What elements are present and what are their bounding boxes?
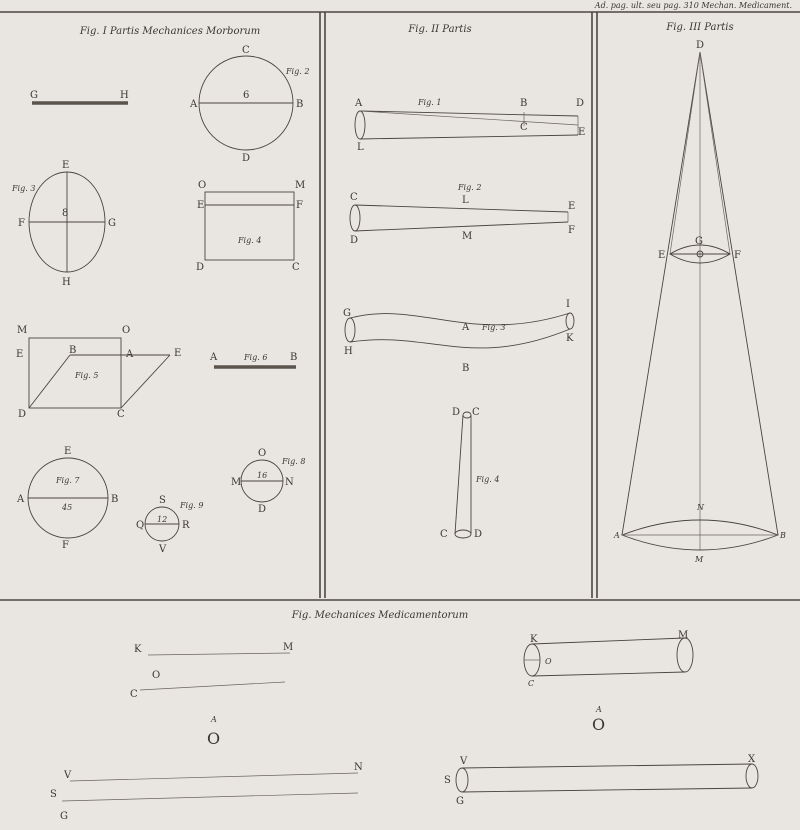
label-f3: F xyxy=(62,540,69,551)
fig-circle-sqrv xyxy=(136,495,203,555)
label-m7: M xyxy=(678,630,689,641)
label-g3: G xyxy=(343,308,351,319)
label-c9: C xyxy=(528,679,535,688)
num-8: 8 xyxy=(62,208,69,219)
label-b5: B xyxy=(520,98,528,109)
label-c3: C xyxy=(117,409,125,420)
label-b3: B xyxy=(290,352,298,363)
label-n2: N xyxy=(697,503,704,512)
label-e6: E xyxy=(578,127,586,138)
label-g6: G xyxy=(456,796,464,807)
fig4-cylinder-vx xyxy=(444,754,758,807)
label-x: X xyxy=(748,754,756,765)
label-e5: E xyxy=(64,446,72,457)
label-g2: G xyxy=(108,218,116,229)
label-n3: N xyxy=(354,762,363,773)
fig4-cylinder-km xyxy=(524,630,693,688)
label-f4: F xyxy=(568,225,575,236)
label-c: C xyxy=(242,45,250,56)
top-note: Ad. pag. ult. seu pag. 310 Mechan. Medicament. xyxy=(594,1,792,10)
fig3-cone-lens xyxy=(613,40,786,564)
fig4-lines-kmoc xyxy=(130,642,293,700)
label-a4: A xyxy=(17,494,25,505)
label-k: K xyxy=(566,333,574,344)
label-k3: K xyxy=(530,634,538,645)
label-v2: V xyxy=(64,770,72,781)
label-o3: O xyxy=(258,448,267,459)
label-a3: A xyxy=(210,352,218,363)
num-6: 6 xyxy=(243,90,250,101)
fig2-1-tapered-tube xyxy=(354,98,585,153)
label-d4: D xyxy=(258,504,267,515)
label-a: A xyxy=(190,99,198,110)
label-e: E xyxy=(62,160,70,171)
label-q: Q xyxy=(136,520,145,531)
label-d8: D xyxy=(474,529,483,540)
label-d2: D xyxy=(196,262,205,273)
label-k2: K xyxy=(134,644,142,655)
fig-parallelogram xyxy=(16,325,181,420)
accent-mark-left: A xyxy=(211,715,217,724)
label-h2: H xyxy=(62,277,71,288)
fig2-2-label: Fig. 2 xyxy=(458,183,482,192)
label-d5: D xyxy=(576,98,585,109)
label-o: O xyxy=(198,180,207,191)
fig-bar-ab xyxy=(209,352,297,367)
label-h3: H xyxy=(344,346,353,357)
label-f5: F xyxy=(734,250,741,261)
label-m2: M xyxy=(17,325,28,336)
label-g5: G xyxy=(60,811,68,822)
num-45: 45 xyxy=(62,503,73,512)
fig2-3-label: Fig. 3 xyxy=(482,323,506,332)
fig-9-label: Fig. 9 xyxy=(180,501,204,510)
fig-6-label: Fig. 6 xyxy=(244,353,268,362)
label-b7: B xyxy=(780,531,786,540)
fig-bar-gh xyxy=(30,90,129,103)
label-a5: A xyxy=(355,98,363,109)
fig-2-label: Fig. 2 xyxy=(286,67,310,76)
label-v: V xyxy=(159,544,167,555)
fig4-accent-o-right xyxy=(592,705,605,734)
label-s2: S xyxy=(50,789,57,800)
label-e2: E xyxy=(197,200,205,211)
label-a6: A xyxy=(462,322,470,333)
label-m6: M xyxy=(283,642,294,653)
fig-circle-omnd xyxy=(231,448,305,515)
fig-ellipse-efgh xyxy=(11,160,116,288)
label-d3: D xyxy=(18,409,27,420)
label-d: D xyxy=(242,153,251,164)
fig4-lines-vsgn xyxy=(50,762,363,822)
label-c7: C xyxy=(440,529,448,540)
label-b6: B xyxy=(462,363,470,374)
fig-circle-aebf xyxy=(16,446,118,551)
accent-mark-right: A xyxy=(596,705,602,714)
label-m4: M xyxy=(462,231,473,242)
fig-3-label: Fig. 3 xyxy=(12,184,36,193)
label-d9: D xyxy=(696,40,705,51)
label-o2: O xyxy=(122,325,131,336)
label-e7: E xyxy=(568,201,576,212)
label-c4: C xyxy=(520,122,528,133)
fig2-1-label: Fig. 1 xyxy=(418,98,442,107)
panel-3-title: Fig. III Partis xyxy=(666,22,734,33)
label-i: I xyxy=(566,299,570,310)
label-h: H xyxy=(120,90,129,101)
label-m3: M xyxy=(231,477,242,488)
fig-5-label: Fig. 5 xyxy=(75,371,99,380)
label-m5: M xyxy=(695,555,704,564)
label-b4: B xyxy=(111,494,119,505)
label-d7: D xyxy=(452,407,461,418)
label-s: S xyxy=(159,495,166,506)
label-o5: O xyxy=(545,657,552,666)
label-c8: C xyxy=(130,689,138,700)
label-d6: D xyxy=(350,235,359,246)
label-g4: G xyxy=(695,236,703,247)
label-a7: A xyxy=(614,531,620,540)
panel-2-title: Fig. II Partis xyxy=(408,24,472,35)
label-e4: E xyxy=(174,348,182,359)
fig-8-label: Fig. 8 xyxy=(282,457,306,466)
label-e8: E xyxy=(658,250,666,261)
label-g: G xyxy=(30,90,38,101)
fig2-4-label: Fig. 4 xyxy=(476,475,500,484)
label-l: L xyxy=(357,142,364,153)
label-o4: O xyxy=(152,670,161,681)
fig2-4-vertical-tube xyxy=(440,407,499,540)
panel-4-title: Fig. Mechanices Medicamentorum xyxy=(291,610,469,621)
panel-1-title: Fig. I Partis Mechanices Morborum xyxy=(79,26,261,37)
label-a2: A xyxy=(126,349,134,360)
label-v3: V xyxy=(460,756,468,767)
label-f: F xyxy=(18,218,25,229)
label-c2: C xyxy=(292,262,300,273)
num-12: 12 xyxy=(157,515,168,524)
label-f2: F xyxy=(296,200,303,211)
fig-7-label: Fig. 7 xyxy=(56,476,80,485)
label-o-big-right: O xyxy=(592,715,606,734)
fig-4-label: Fig. 4 xyxy=(238,236,262,245)
label-b: B xyxy=(296,99,304,110)
label-o-big-left: O xyxy=(207,729,221,748)
label-m: M xyxy=(295,180,306,191)
fig2-2-tapered-tube xyxy=(350,183,575,246)
label-b2: B xyxy=(69,345,77,356)
fig2-3-curved-tube xyxy=(343,299,574,374)
num-16: 16 xyxy=(257,471,268,480)
fig4-accent-o-left xyxy=(207,715,220,748)
label-n: N xyxy=(285,477,294,488)
label-r: R xyxy=(182,520,190,531)
fig-circle-abcd xyxy=(189,45,309,164)
fig-rect-omef xyxy=(196,180,305,273)
label-e3: E xyxy=(16,349,24,360)
label-c5: C xyxy=(350,192,358,203)
label-c6: C xyxy=(472,407,480,418)
label-l2: L xyxy=(462,195,469,206)
label-s3: S xyxy=(444,775,451,786)
